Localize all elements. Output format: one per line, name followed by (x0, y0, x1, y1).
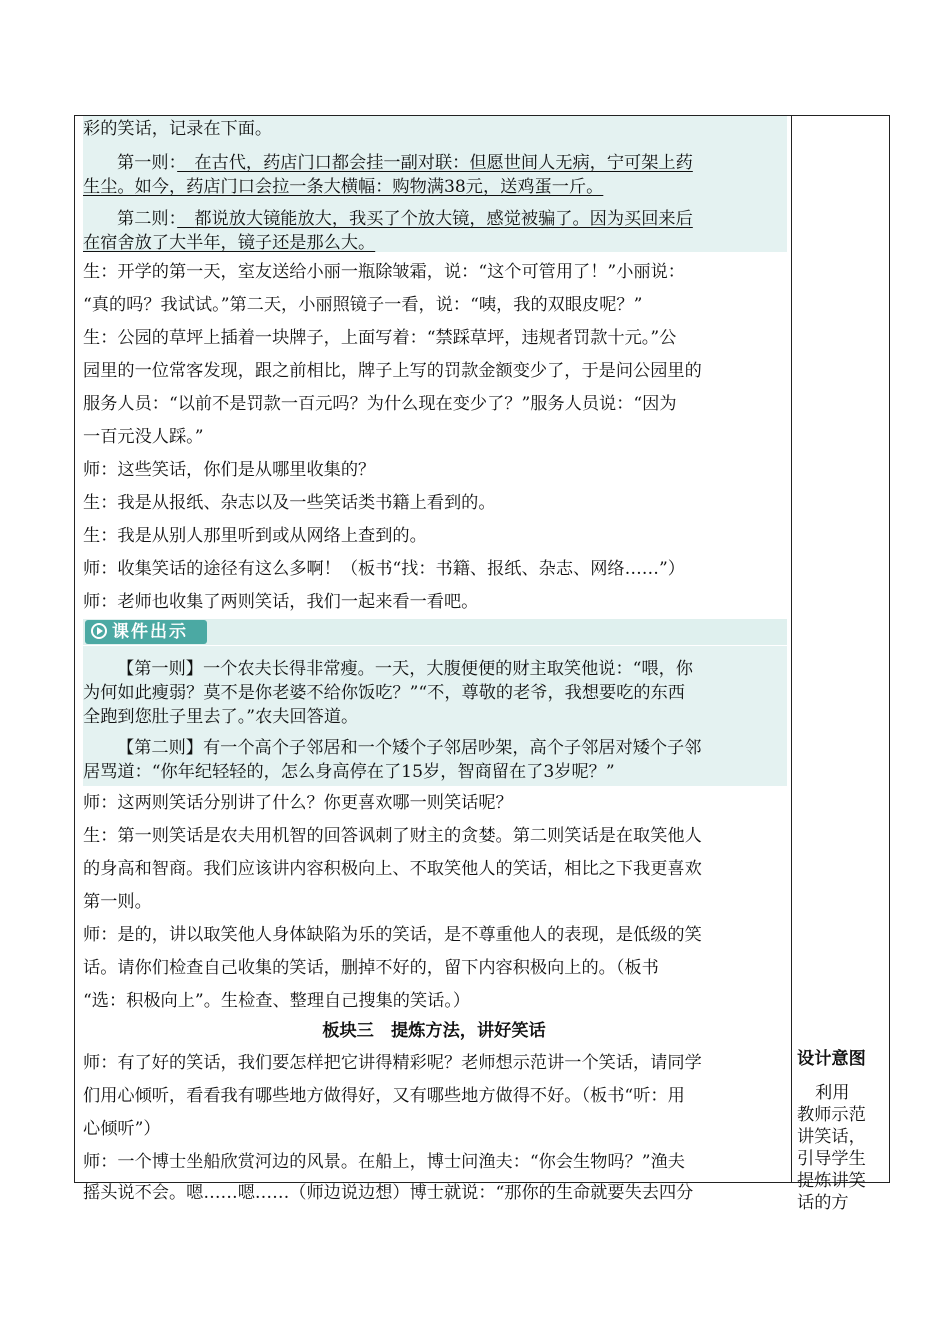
joke-2-text-cont: 在宿舍放了大半年，镜子还是那么大。 (83, 233, 376, 253)
lesson-table (74, 115, 890, 1213)
dialogue-line: 生：第一则笑话是农夫用机智的回答讽刺了财主的贪婪。第二则笑话是在取笑他人 (83, 826, 702, 846)
shaded-text-line: 【第一则】一个农夫长得非常瘦。一天，大腹便便的财主取笑他说：“喂，你 (117, 659, 693, 679)
shaded-text-line: 彩的笑话，记录在下面。 (83, 119, 273, 139)
dialogue-line: 摇头说不会。嗯……嗯……（师边说边想）博士就说：“那你的生命就要失去四分 (83, 1183, 694, 1203)
dialogue-line: 园里的一位常客发现，跟之前相比，牌子上写的罚款金额变少了，于是问公园里的 (83, 361, 702, 381)
dialogue-line: 生：公园的草坪上插着一块牌子，上面写着：“禁踩草坪，违规者罚款十元。”公 (83, 328, 677, 348)
dialogue-line: 生：我是从报纸、杂志以及一些笑话类书籍上看到的。 (83, 493, 496, 513)
dialogue-line: 话。请你们检查自己收集的笑话，删掉不好的，留下内容积极向上的。（板书 (83, 958, 659, 978)
design-intent-title: 设计意图 (797, 1049, 866, 1069)
section-title: 板块三 提炼方法，讲好笑话 (322, 1021, 546, 1041)
shaded-text-line: 为何如此瘦弱？莫不是你老婆不给你饭吃？”“不，尊敬的老爷，我想要吃的东西 (83, 683, 685, 703)
joke-2-entry (117, 208, 693, 230)
dialogue-line: 的身高和智商。我们应该讲内容积极向上、不取笑他人的笑话，相比之下我更喜欢 (83, 859, 702, 879)
shaded-text-line: 居骂道：“你年纪轻轻的，怎么身高停在了15岁，智商留在了3岁呢？” (83, 762, 615, 782)
dialogue-line: 心倾听”） (83, 1119, 161, 1139)
dialogue-line: “选：积极向上”。生检查、整理自己搜集的笑话。） (83, 991, 471, 1011)
dialogue-line: 师：一个博士坐船欣赏河边的风景。在船上，博士问渔夫：“你会生物吗？”渔夫 (83, 1152, 685, 1172)
design-intent-line: 讲笑话， (797, 1127, 866, 1147)
design-intent-line: 利用 (815, 1083, 850, 1103)
design-intent-line: 引导学生 (797, 1149, 866, 1169)
dialogue-line: 师：有了好的笑话，我们要怎样把它讲得精彩呢？老师想示范讲一个笑话，请同学 (83, 1053, 702, 1073)
joke-1-entry (117, 152, 693, 174)
dialogue-line: 一百元没人踩。” (83, 427, 204, 447)
shaded-text-line: 【第二则】有一个高个子邻居和一个矮个子邻居吵架，高个子邻居对矮个子邻 (117, 738, 702, 758)
dialogue-line: 生：我是从别人那里听到或从网络上查到的。 (83, 526, 427, 546)
dialogue-line: 师：老师也收集了两则笑话，我们一起来看一看吧。 (83, 592, 479, 612)
dialogue-line: 师：收集笑话的途径有这么多啊！（板书“找：书籍、报纸、杂志、网络……”） (83, 559, 685, 579)
courseware-badge (85, 620, 207, 644)
design-intent-line: 教师示范 (797, 1105, 866, 1125)
joke-1-text: 在古代，药店门口都会挂一副对联：但愿世间人无病，宁可架上药 (194, 153, 693, 173)
column-divider (791, 116, 792, 1182)
courseware-label: 课件出示 (112, 622, 188, 642)
dialogue-line: “真的吗？我试试。”第二天，小丽照镜子一看，说：“咦，我的双眼皮呢？” (83, 295, 643, 315)
dialogue-line: 生：开学的第一天，室友送给小丽一瓶除皱霜，说：“这个可管用了！”小丽说： (83, 262, 685, 282)
design-intent-line: 话的方 (797, 1193, 849, 1213)
shaded-text-line: 全跑到您肚子里去了。”农夫回答道。 (83, 707, 359, 727)
joke-1-text-cont: 生尘。如今，药店门口会拉一条大横幅：购物满38元，送鸡蛋一斤。 (83, 177, 604, 197)
joke-1-label: 第一则： (117, 153, 178, 173)
dialogue-line: 师：这两则笑话分别讲了什么？你更喜欢哪一则笑话呢？ (83, 793, 513, 813)
dialogue-line: 服务人员：“以前不是罚款一百元吗？为什么现在变少了？”服务人员说：“因为 (83, 394, 677, 414)
design-intent-line: 提炼讲笑 (797, 1171, 866, 1191)
dialogue-line: 们用心倾听，看看我有哪些地方做得好，又有哪些地方做得不好。（板书“听：用 (83, 1086, 685, 1106)
joke-2-label: 第二则： (117, 209, 178, 229)
joke-2-text: 都说放大镜能放大，我买了个放大镜，感觉被骗了。因为买回来后 (194, 209, 693, 229)
dialogue-line: 第一则。 (83, 892, 152, 912)
play-circle-icon (91, 623, 107, 639)
dialogue-line: 师：这些笑话，你们是从哪里收集的？ (83, 460, 376, 480)
dialogue-line: 师：是的，讲以取笑他人身体缺陷为乐的笑话，是不尊重他人的表现，是低级的笑 (83, 925, 702, 945)
courseware-banner (83, 619, 787, 645)
